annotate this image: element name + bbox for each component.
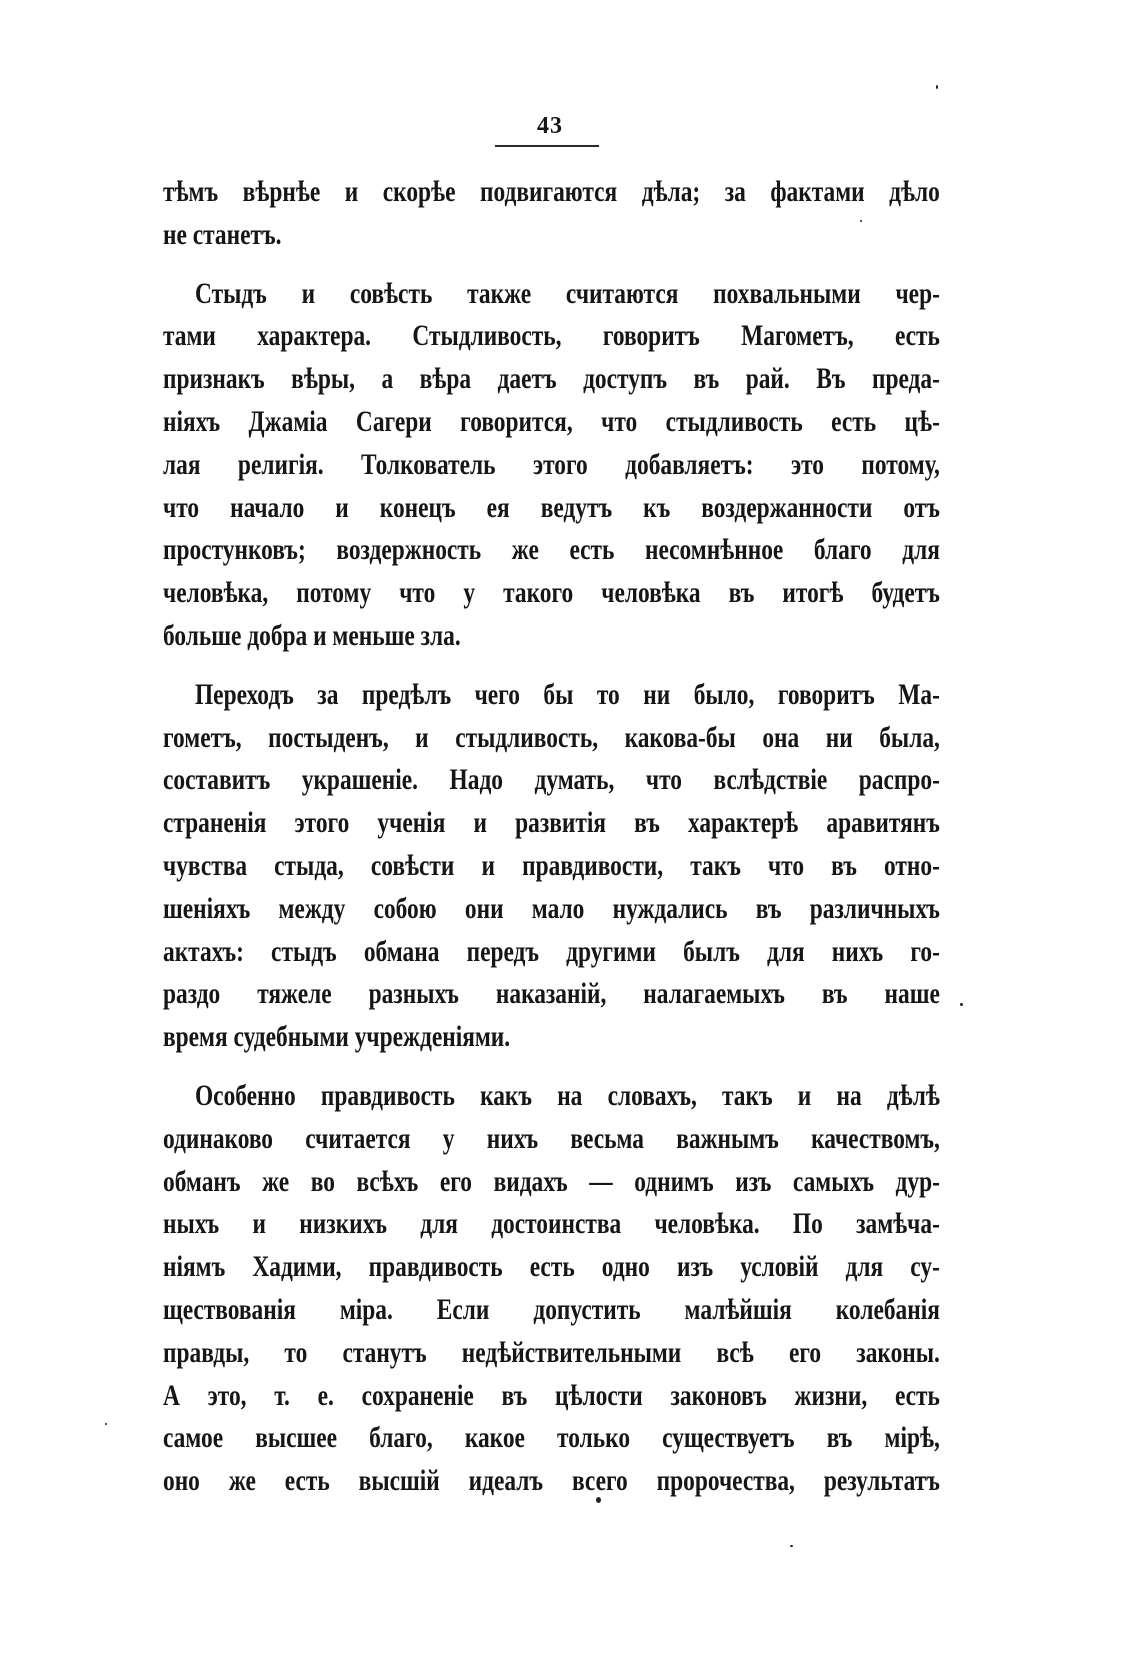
- text-line: не станетъ.: [163, 217, 282, 251]
- scan-speck: [105, 1423, 107, 1425]
- scan-speck: [596, 1497, 601, 1503]
- paragraph-gap: [163, 658, 940, 674]
- text-line: Стыдъ и совѣсть также считаются похвальными чер-: [194, 276, 940, 310]
- text-line: обманъ же во всѣхъ его видахъ — однимъ изъ самыхъ дур-: [163, 1164, 940, 1198]
- text-line: время судебными учрежденіями.: [163, 1020, 511, 1054]
- scan-speck: [790, 1545, 793, 1547]
- text-line: самое высшее благо, какое только существуетъ въ мірѣ,: [163, 1421, 940, 1455]
- text-line: правды, то станутъ недѣйствительными всѣ его законы.: [163, 1335, 940, 1369]
- text-line: человѣка, потому что у такого человѣка въ итогѣ будетъ: [163, 576, 940, 610]
- text-line: тѣмъ вѣрнѣе и скорѣе подвигаются дѣла; за фактами дѣло: [163, 175, 940, 208]
- page-number-rule: [495, 145, 599, 147]
- text-line: гометъ, постыденъ, и стыдливость, какова-бы она ни была,: [163, 720, 940, 754]
- page-number-container: [500, 112, 600, 140]
- text-line: простунковъ; воздержность же есть несомнѣнное благо для: [163, 533, 940, 567]
- text-line: ныхъ и низкихъ для достоинства человѣка. По замѣча-: [163, 1207, 940, 1241]
- text-line: составитъ украшеніе. Надо думать, что вслѣдствіе распро-: [163, 763, 940, 797]
- paragraph-gap: [163, 257, 940, 273]
- text-line: шеніяхъ между собою они мало нуждались въ различныхъ: [163, 891, 940, 925]
- text-line: А это, т. е. сохраненіе въ цѣлости законовъ жизни, есть: [163, 1378, 940, 1412]
- text-line: чувства стыда, совѣсти и правдивости, такъ что въ отно-: [163, 848, 940, 882]
- text-line: признакъ вѣры, а вѣра даетъ доступъ въ рай. Въ преда-: [163, 362, 940, 396]
- text-line: Особенно правдивость какъ на словахъ, такъ и на дѣлѣ: [194, 1078, 940, 1112]
- text-line: одинаково считается у нихъ весьма важнымъ качествомъ,: [163, 1121, 940, 1155]
- text-line: тами характера. Стыдливость, говоритъ Магометъ, есть: [163, 319, 940, 353]
- scan-speck: [960, 1003, 963, 1006]
- scan-speck: [860, 220, 862, 222]
- text-line: раздо тяжеле разныхъ наказаній, налагаемыхъ въ наше: [163, 977, 940, 1011]
- text-line: ніяхъ Джаміа Сагери говорится, что стыдливость есть цѣ-: [163, 404, 940, 438]
- scan-speck: [936, 85, 938, 89]
- text-line: ніямъ Хадими, правдивость есть одно изъ условій для су-: [163, 1250, 940, 1284]
- page-number: 43: [537, 113, 563, 139]
- text-line: лая религія. Толкователь этого добавляетъ: это потому,: [163, 447, 940, 481]
- text-line: оно же есть высшій идеалъ всего пророчества, результатъ: [163, 1464, 940, 1498]
- text-line: что начало и конецъ ея ведутъ къ воздержанности отъ: [163, 490, 940, 524]
- text-line: Переходъ за предѣлъ чего бы то ни было, говоритъ Ма-: [194, 677, 940, 711]
- text-line: больше добра и меньше зла.: [163, 618, 461, 652]
- paragraph-gap: [163, 1059, 940, 1075]
- text-line: актахъ: стыдъ обмана передъ другими былъ для нихъ го-: [163, 934, 940, 968]
- text-line: страненія этого ученія и развитія въ характерѣ аравитянъ: [163, 806, 940, 840]
- body-text: [163, 171, 940, 1503]
- text-line: ществованія міра. Если допустить малѣйшія колебанія: [163, 1292, 940, 1326]
